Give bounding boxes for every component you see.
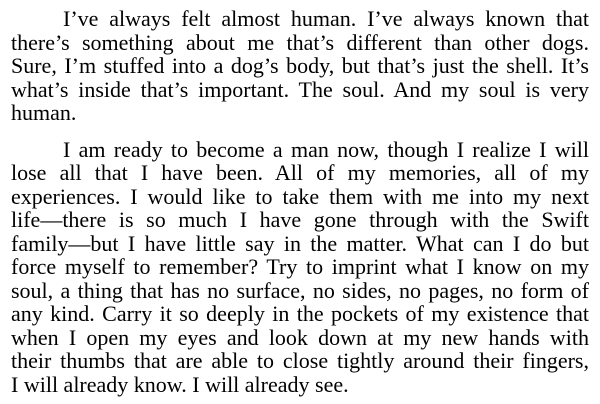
text-line: experiences. I would like to take them with me into my next xyxy=(11,183,589,209)
text-line: I am ready to become a man now, though I realize I will xyxy=(63,136,589,162)
text-line: there’s something about me that’s different than other dogs. xyxy=(11,29,589,55)
text-line: human. xyxy=(11,100,77,125)
paragraph xyxy=(11,7,589,125)
text-line: what’s inside that’s important. The soul. And my soul is very xyxy=(11,76,589,102)
text-line: when I open my eyes and look down at my new hands with xyxy=(11,324,589,350)
text-line: family—but I have little say in the matter. What can I do but xyxy=(11,230,589,256)
text-line: any kind. Carry it so deeply in the pockets of my existence that xyxy=(11,301,589,326)
text-line: life—there is so much I have gone through with the Swift xyxy=(11,207,589,232)
text-line: soul, a thing that has no surface, no sides, no pages, no form of xyxy=(11,277,589,303)
text-line: I’ve always felt almost human. I’ve always known that xyxy=(63,6,589,31)
text-line: I will already know. I will already see. xyxy=(11,371,349,397)
text-line: force myself to remember? Try to imprint what I know on my xyxy=(11,254,589,279)
paragraph xyxy=(11,138,589,397)
text-line: lose all that I have been. All of my memories, all of my xyxy=(11,160,589,185)
text-line: Sure, I’m stuffed into a dog’s body, but that’s just the shell. It’s xyxy=(11,53,589,78)
text-line: their thumbs that are able to close tightly around their fingers, xyxy=(11,348,589,373)
